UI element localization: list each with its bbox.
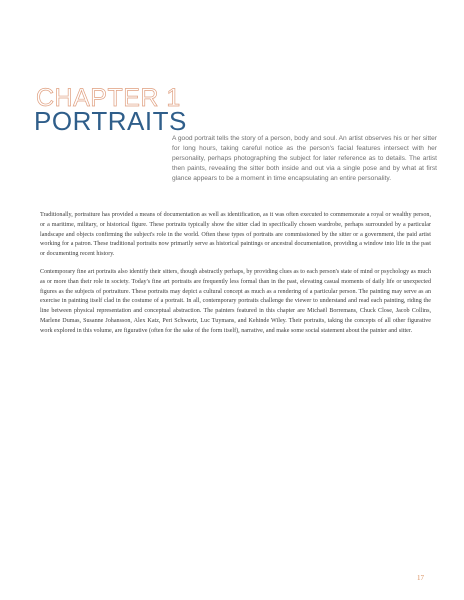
body-paragraph-2: Contemporary fine art portraits also identify their sitters, though abstractly perhaps, by providing clues as to each person's state of mind or psychology as much as or more than their role in society. Today's fine art portraits are frequently less formal than in the past, elevating casual moments of daily life or unexpected figures as the subjects of portraiture. These portraits may depict a cultural concept as much as a rendering of a particular person. The painting may serve as an exercise in painting itself clad in the costume of a portrait. In all, contemporary portraits challenge the viewer to understand and read each painting, riding the line between physical representation and conceptual abstraction. The painters featured in this chapter are Michaël Borremans, Chuck Close, Jacob Collins, Marlene Dumas, Susanne Johansson, Alex Katz, Peri Schwartz, Luc Tuymans, and Kehinde Wiley. Their portraits, taking the concepts of all other figurative work explored in this volume, are figurative (often for the sake of the form itself), narrative, and make some social statement about the painter and sitter. — [40, 269, 431, 334]
chapter-intro: A good portrait tells the story of a person, body and soul. An artist observes his or her sitter for long hours, taking careful notice as the person's facial features intersect with her personality, perhaps photographing the subject for later reference as to details. The artist then paints, revealing the sitter both inside and out via a single pose and by what at first glance appears to be a moment in time encapsulating an entire personality. — [172, 135, 437, 183]
chapter-title: PORTRAITS — [34, 106, 187, 136]
page-number: 17 — [417, 574, 424, 582]
body-paragraph-1: Traditionally, portraiture has provided a means of documentation as well as identification, as it was often executed to commemorate a royal or wealthy person, or a maritime, military, or historical figure. These portraits typically show the sitter clad in specifically chosen wardrobe, perhaps surrounded by a particular landscape and objects confirming the subject's role in the world. Often these types of portraits are commissioned by the sitter or a government, the paid artist working for a patron. These traditional portraits now primarily serve as historical paintings or ancestral documentation, providing a window into life in the past or documenting recent history. — [40, 212, 431, 258]
chapter-label: CHAPTER 1 — [36, 84, 181, 112]
